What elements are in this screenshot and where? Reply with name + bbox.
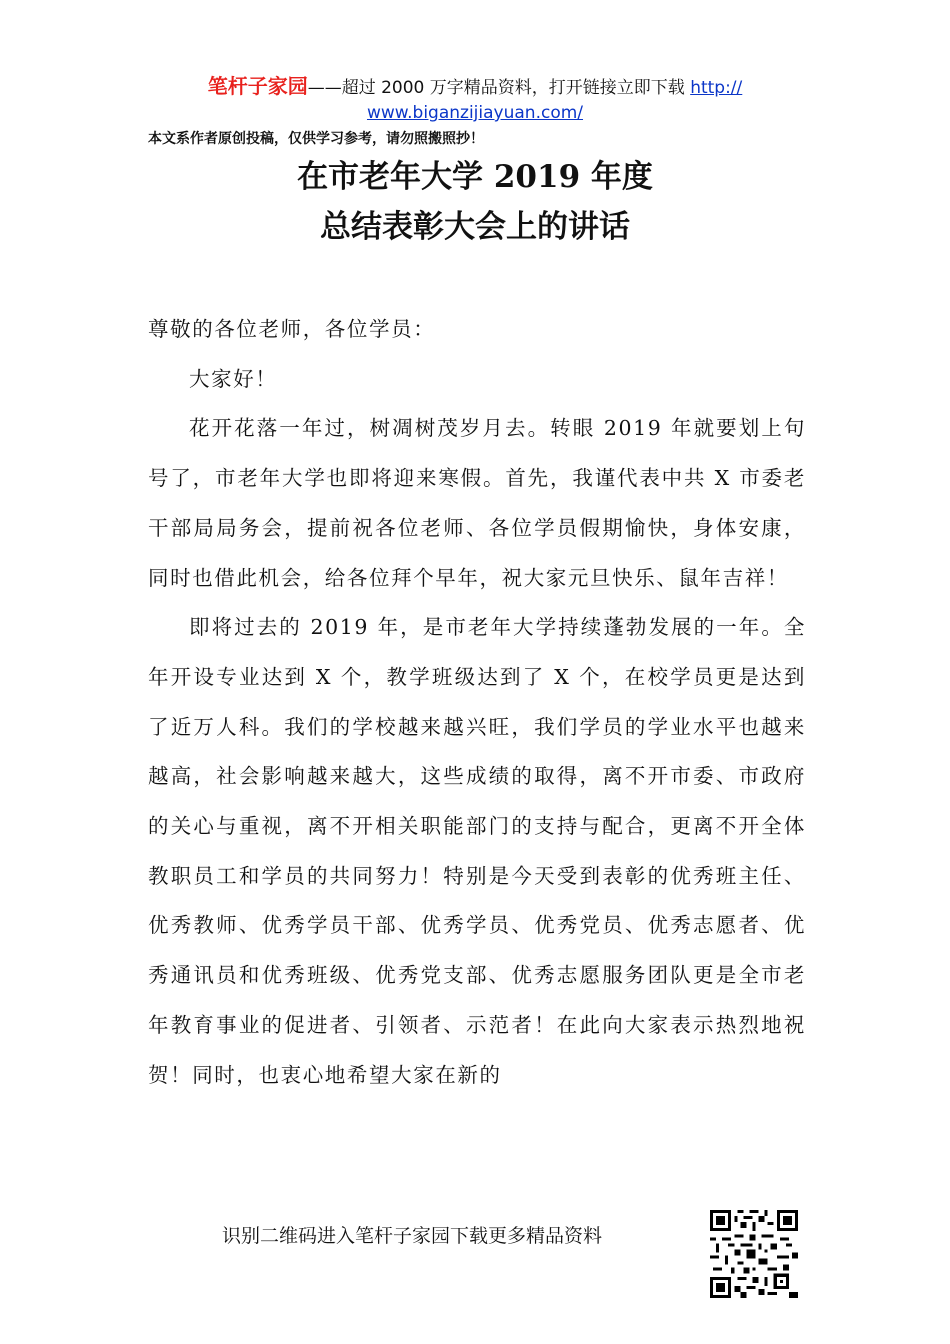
header-line-2	[0, 101, 950, 126]
download-link[interactable]: www.biganzijiayuan.com/	[366, 103, 584, 123]
paragraph-2: 即将过去的 2019 年，是市老年大学持续蓬勃发展的一年。全年开设专业达到 X 个，教学班级达到了 X 个，在校学员更是达到了近万人科。我们的学校越来越兴旺，我们学员的学业水平也越来越高，社会影响越来越大，这些成绩的取得，离不开市委、市政府的关心与重视，离不开相关职能部门的支持与配合，更离不开全体教职员工和学员的共同努力！特别是今天受到表彰的优秀班主任、优秀教师、优秀学员干部、优秀学员、优秀党员、优秀志愿者、优秀通讯员和优秀班级、优秀党支部、优秀志愿服务团队更是全市老年教育事业的促进者、引领者、示范者！在此向大家表示热烈地祝贺！同时，也衷心地希望大家在新的	[148, 615, 806, 1087]
page-header	[0, 74, 950, 126]
qr-code-icon[interactable]	[710, 1210, 798, 1298]
paragraph-1: 花开花落一年过，树凋树茂岁月去。转眼 2019 年就要划上句号了，市老年大学也即将迎来寒假。首先，我谨代表中共 X 市委老干部局局务会，提前祝各位老师、各位学员假期愉快，身体安康，同时也借此机会，给各位拜个早年，祝大家元旦快乐、鼠年吉祥！	[148, 416, 806, 590]
greeting: 大家好！	[189, 366, 278, 391]
header-line-1	[0, 74, 950, 101]
download-link-start[interactable]: http://	[690, 78, 743, 98]
copyright-notice: 本文系作者原创投稿，仅供学习参考，请勿照搬照抄！	[148, 131, 484, 147]
salutation: 尊敬的各位老师，各位学员：	[148, 317, 436, 341]
brand-name: 笔杆子家园	[207, 74, 308, 98]
header-tagline: ——超过 2000 万字精品资料，打开链接立即下载	[307, 78, 691, 98]
page-title	[0, 152, 950, 252]
speech-body	[148, 305, 806, 1100]
title-line-2: 总结表彰大会上的讲话	[320, 209, 630, 245]
title-line-1: 在市老年大学 2019 年度	[297, 159, 653, 195]
footer-text: 识别二维码进入笔杆子家园下载更多精品资料	[222, 1225, 603, 1247]
